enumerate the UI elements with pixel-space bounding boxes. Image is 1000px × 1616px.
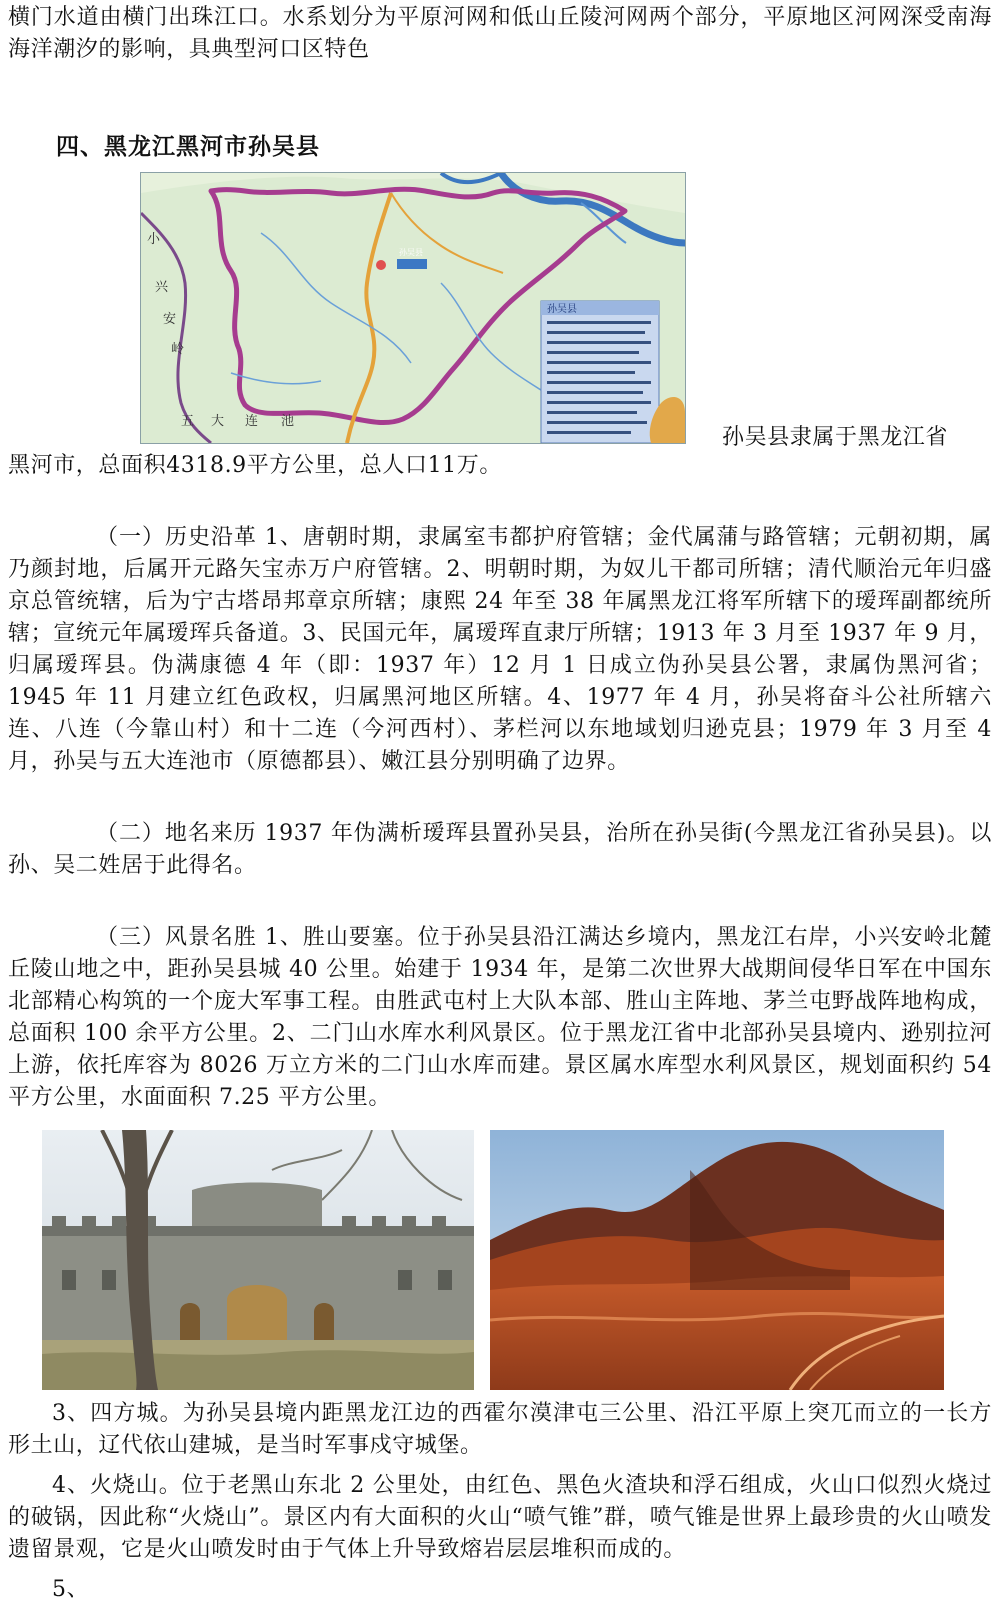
map-label-6: 大	[211, 414, 225, 429]
map-label-4: 岭	[171, 342, 185, 357]
section-heading: 四、黑龙江黑河市孙吴县	[56, 134, 320, 160]
volcano-photo	[490, 1130, 944, 1390]
scenery-paragraph: （三）风景名胜 1、胜山要塞。位于孙吴县沿江满达乡境内，黑龙江右岸，小兴安岭北麓丘陵山地之中，距孙吴县城 40 公里。始建于 1934 年，是第二次世界大战期间侵华日军在中国东北部精心构筑的一个庞大军事工程。由胜武屯村上大队本部、胜山主阵地、茅兰屯野战阵地构成，总面积 100 余平方公里。2、二门山水库水利风景区。位于黑龙江省中北部孙吴县境内、逊别拉河上游，依托库容为 8026 万立方米的二门山水库而建。景区属水库型水利风景区，规划面积约 54 平方公里，水面面积 7.25 平方公里。	[8, 925, 992, 1110]
huoshao-paragraph: 4、火烧山。位于老黑山东北 2 公里处，由红色、黑色火渣块和浮石组成，火山口似烈火烧过的破锅，因此称“火烧山”。景区内有大面积的火山“喷气锥”群，喷气锥是世界上最珍贵的火山喷发遗留景观，它是火山喷发时由于气体上升导致熔岩层层堆积而成的。	[8, 1473, 992, 1562]
county-map-image	[140, 172, 686, 444]
map-side-text: 孙吴县隶属于黑龙江省	[722, 425, 949, 450]
map-label-3: 安	[163, 312, 177, 327]
sifang-paragraph: 3、四方城。为孙吴县境内距黑龙江边的西霍尔漠津屯三公里、沿江平原上突兀而立的一长方形土山，辽代依山建城，是当时军事戍守城堡。	[8, 1401, 992, 1458]
intro-paragraph: 横门水道由横门出珠江口。水系划分为平原河网和低山丘陵河网两个部分，平原地区河网深受南海海洋潮汐的影响，具典型河口区特色	[8, 5, 992, 62]
inset-title: 孙吴县	[547, 304, 577, 315]
county-map-graphic	[141, 173, 685, 443]
origin-paragraph: （二）地名来历 1937 年伪满析瑷珲县置孙吴县，治所在孙吴街(今黑龙江省孙吴县)。以孙、吴二姓居于此得名。	[8, 821, 992, 878]
area-paragraph: 黑河市，总面积4318.9平方公里，总人口11万。	[8, 453, 502, 478]
map-label-5: 五	[181, 414, 195, 429]
map-city-label: 孙吴县	[399, 248, 423, 257]
map-label-1: 小	[147, 232, 161, 247]
fortress-photo-graphic	[42, 1130, 474, 1390]
history-paragraph: （一）历史沿革 1、唐朝时期，隶属室韦都护府管辖；金代属蒲与路管辖；元朝初期，属乃颜封地，后属开元路矢宝赤万户府管辖。2、明朝时期，为奴儿干都司所辖；清代顺治元年归盛京总管统辖，后为宁古塔昂邦章京所辖；康熙 24 年至 38 年属黑龙江将军所辖下的瑷珲副都统所辖；宣统元年属瑷珲兵备道。3、民国元年，属瑷珲直隶厅所辖；1913 年 3 月至 1937 年 9 月，归属瑷珲县。伪满康德 4 年（即：1937 年）12 月 1 日成立伪孙吴县公署，隶属伪黑河省；1945 年 11 月建立红色政权，归属黑河地区所辖。4、1977 年 4 月，孙吴将奋斗公社所辖六连、八连（今靠山村）和十二连（今河西村）、茅栏河以东地域划归逊克县；1979 年 3 月至 4 月，孙吴与五大连池市（原德都县）、嫩江县分别明确了边界。	[8, 525, 992, 774]
map-label-2: 兴	[155, 280, 169, 295]
map-label-8: 池	[281, 414, 295, 429]
fortress-photo	[42, 1130, 474, 1390]
volcano-photo-graphic	[490, 1130, 944, 1390]
item5-paragraph: 5、	[52, 1577, 90, 1602]
map-label-7: 连	[245, 414, 259, 429]
